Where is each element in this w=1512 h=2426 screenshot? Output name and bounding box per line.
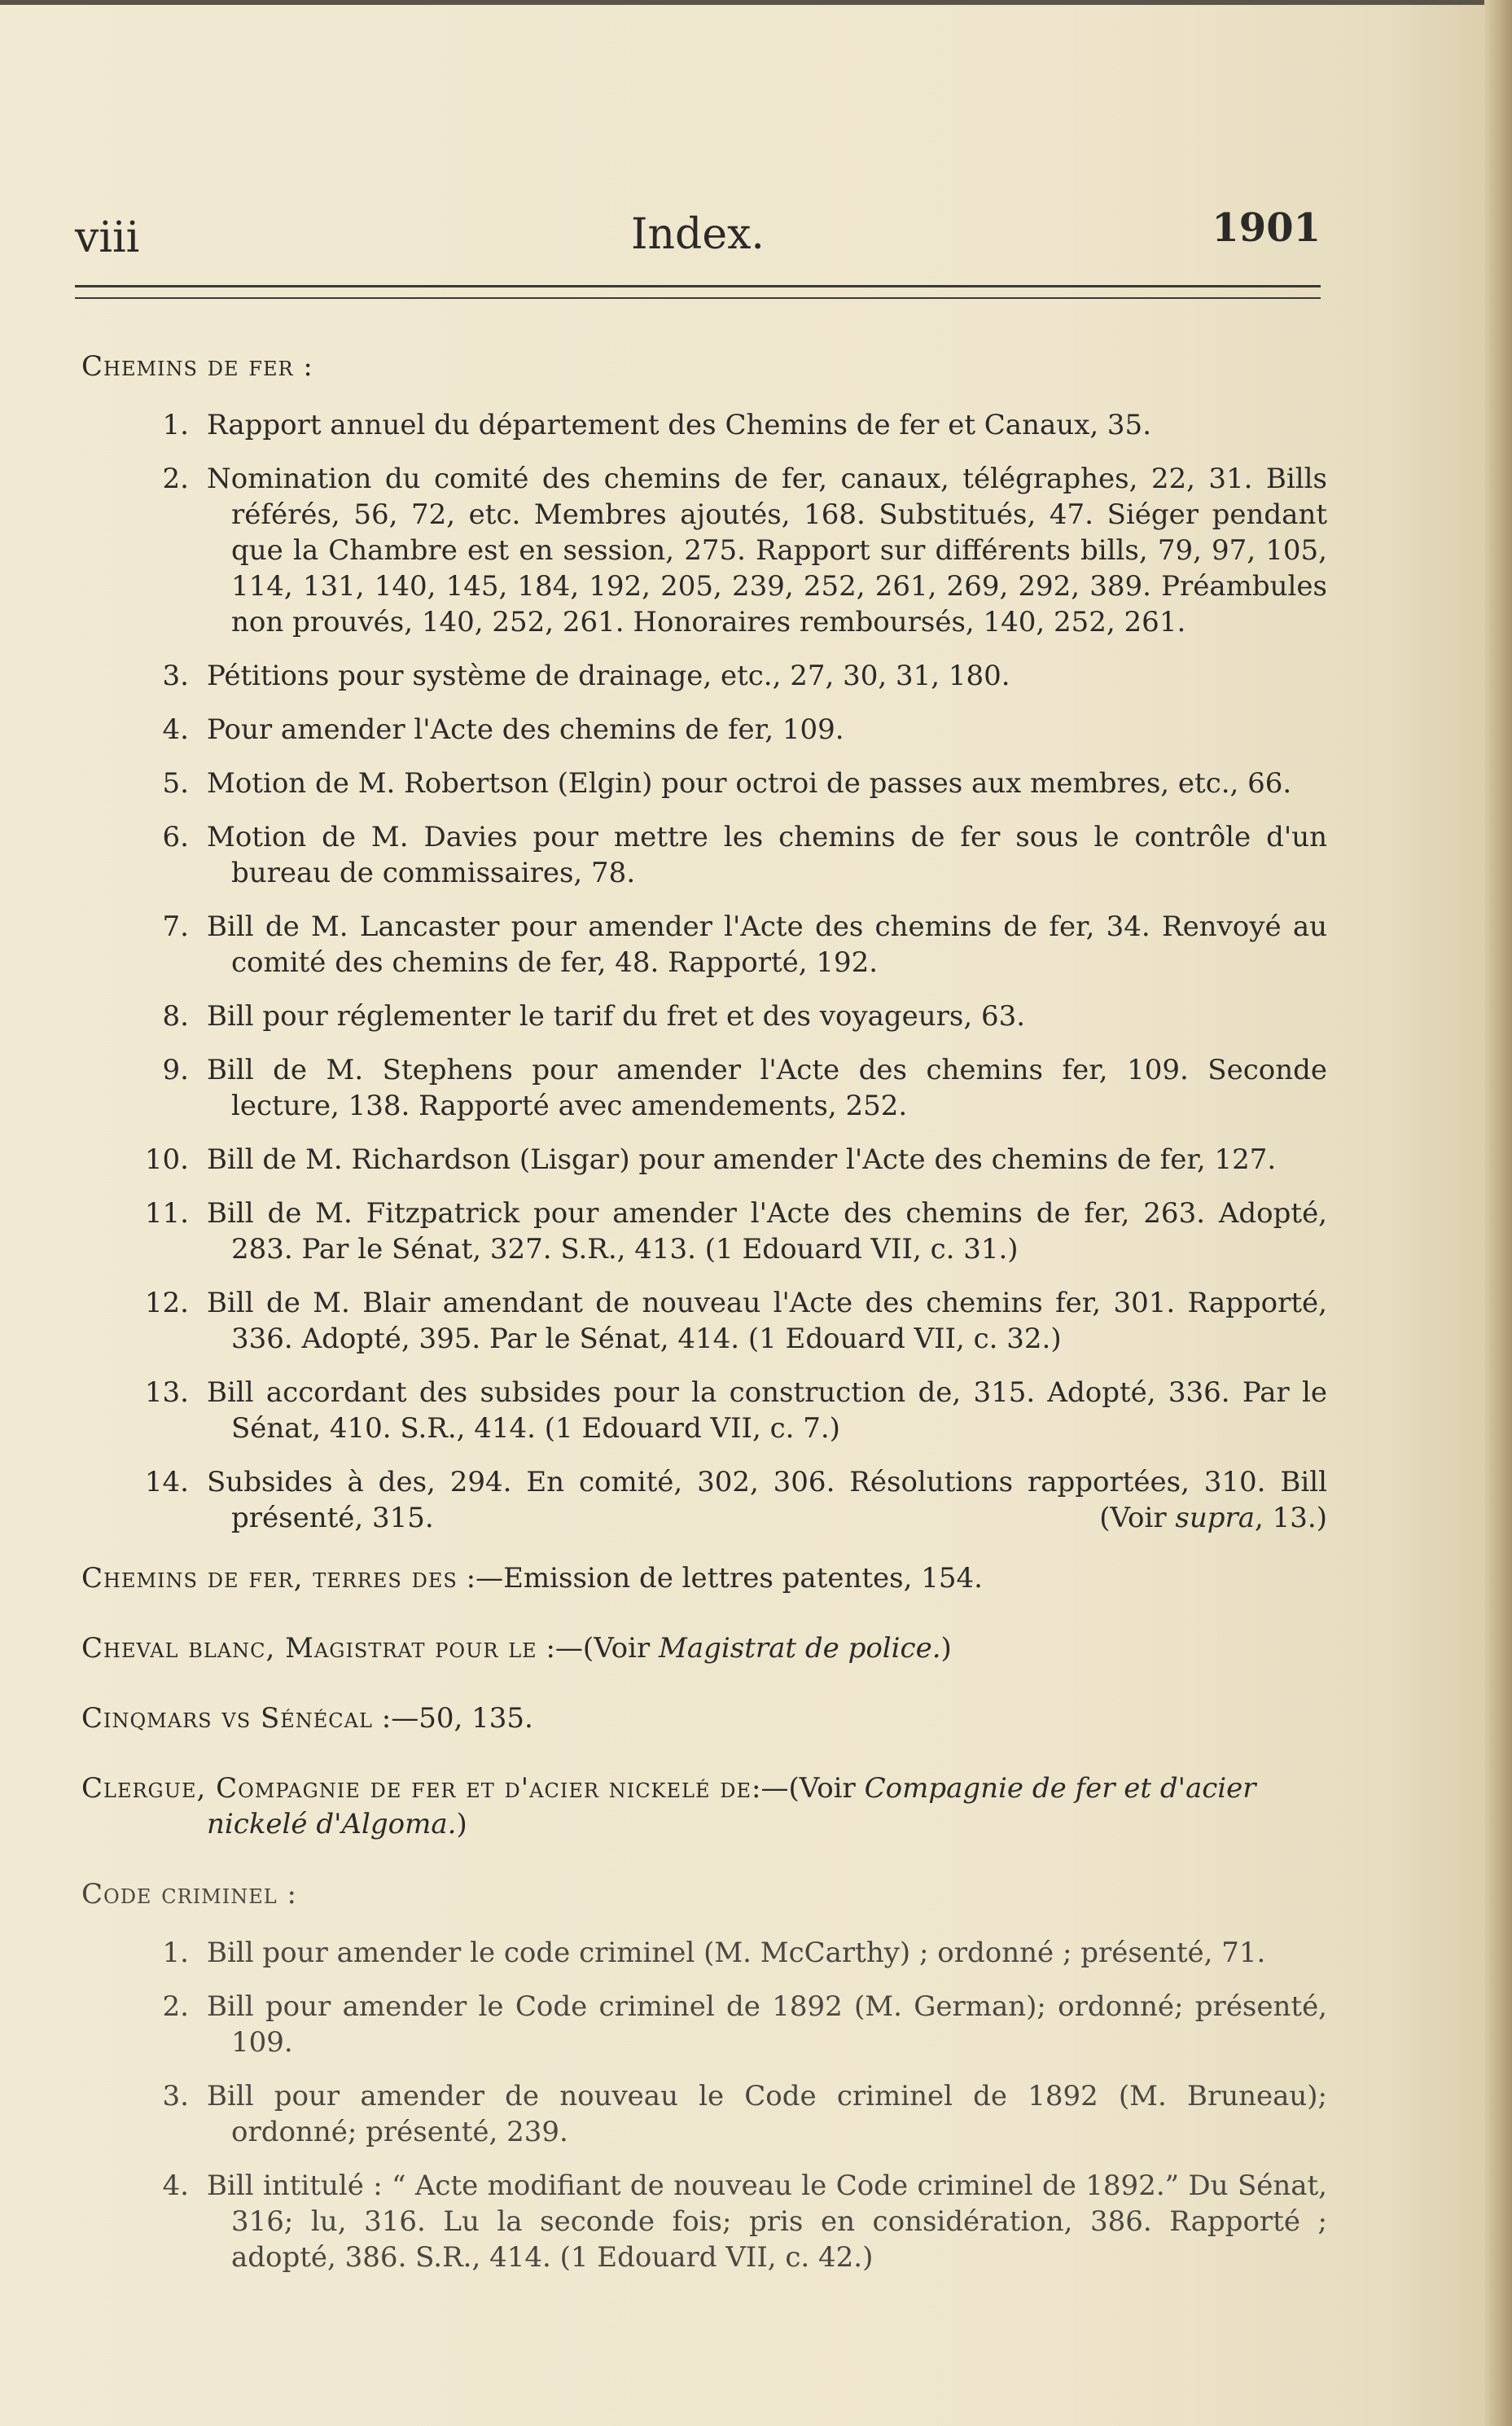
heading-rest: :—Emission de lettres patentes, 154. [457,1562,983,1595]
entry-number: 12. [144,1287,189,1319]
section-code-criminel [81,1876,1327,2275]
list-item [81,1464,1327,1536]
section-clergue [81,1770,1327,1842]
section-cinqmars [81,1700,1327,1736]
entry-text: Bill pour amender le code criminel (M. McCarthy) ; ordonné ; présenté, 71. [207,1937,1266,1969]
entry-text: Pétitions pour système de drainage, etc., 27, 30, 31, 180. [207,660,1010,692]
list-item [81,998,1327,1034]
entry-number: 1. [162,1937,189,1969]
entry-number: 5. [162,767,189,800]
section-chemins-de-fer [81,349,1327,1536]
entry-number: 3. [162,660,189,692]
heading-italic: Compagnie de fer et d'acier nickelé d'Algoma. [207,1772,1256,1840]
entry-text: Motion de M. Davies pour mettre les chemins de fer sous le contrôle d'un bureau de commissaires, 78. [207,821,1327,889]
entry-number: 4. [162,2169,189,2202]
entry-text: Motion de M. Robertson (Elgin) pour octroi de passes aux membres, etc., 66. [207,767,1292,800]
entry-text: Nomination du comité des chemins de fer, canaux, télégraphes, 22, 31. Bills référés, 56, 72, etc. Membres ajoutés, 168. Substitués, 47. Siéger pendant que la Chambre est en session, 275. Rapport sur différents bills, 79, 97, 105, 114, 131, 140, 145, 184, 192, 205, 239, 252, 261, 269, 292, 389. Préambules non prouvés, 140, 252, 261. Honoraires remboursés, 140, 252, 261. [207,463,1327,638]
top-edge [0,0,1512,5]
heading-rest: :—(Voir [752,1772,865,1805]
heading-italic: Magistrat de police. [659,1632,941,1665]
entry-number: 14. [144,1466,189,1498]
entry-text: Bill de M. Richardson (Lisgar) pour amender l'Acte des chemins de fer, 127. [207,1143,1277,1176]
entry-number: 2. [162,1990,189,2023]
page-header [75,205,1321,270]
entry-number: 7. [162,910,189,943]
ref-italic: supra [1175,1502,1256,1534]
entry-number: 2. [162,463,189,495]
list-item [81,1375,1327,1446]
section-title: Code criminel : [81,1878,297,1911]
list-item [81,766,1327,801]
entry-list [81,407,1327,1536]
entry-text: Bill accordant des subsides pour la construction de, 315. Adopté, 336. Par le Sénat, 410. S.R., 414. (1 Edouard VII, c. 7.) [207,1376,1327,1445]
entry-text: Bill de M. Lancaster pour amender l'Acte des chemins de fer, 34. Renvoyé au comité des chemins de fer, 48. Rapporté, 192. [207,910,1327,979]
list-item [81,2078,1327,2150]
entry-number: 9. [162,1054,189,1086]
heading-small-caps: Clergue, Compagnie de fer et d'acier nickelé de [81,1772,752,1805]
entry-number: 10. [144,1143,189,1176]
header-rule-bottom [75,297,1321,299]
entry-number: 13. [144,1376,189,1409]
entry-text-body: Subsides à des, 294. En comité, 302, 306. Résolutions rapportées, 310. Bill présenté, 315. [207,1466,1327,1534]
list-item [81,1285,1327,1357]
entry-number: 6. [162,821,189,853]
entry-text: Rapport annuel du département des Chemins de fer et Canaux, 35. [207,409,1152,441]
list-item [81,1195,1327,1267]
list-item [81,461,1327,640]
entry-number: 4. [162,713,189,746]
list-item [81,1989,1327,2060]
list-item [81,1935,1327,1971]
heading-rest: :—50, 135. [372,1702,533,1735]
ref-suffix: , 13.) [1255,1502,1327,1534]
index-content [81,349,1327,2300]
entry-number: 8. [162,1000,189,1033]
entry-list [81,1935,1327,2275]
list-item [81,1142,1327,1178]
list-item [81,407,1327,443]
page-year: 1901 [1212,205,1321,251]
section-title: Chemins de fer : [81,350,313,383]
page-binding-edge [1484,0,1512,2426]
ref-prefix: (Voir [1099,1502,1176,1534]
heading-small-caps: Chemins de fer, terres des [81,1562,458,1595]
entry-number: 11. [144,1197,189,1230]
entry-text [207,1464,1327,1536]
entry-text: Bill pour amender de nouveau le Code criminel de 1892 (M. Bruneau); ordonné; présenté, 239. [207,2080,1327,2148]
entry-text: Pour amender l'Acte des chemins de fer, 109. [207,713,844,746]
list-item [81,1052,1327,1124]
heading-post: ) [456,1808,467,1840]
entry-text: Bill intitulé : “ Acte modifiant de nouveau le Code criminel de 1892.” Du Sénat, 316; lu, 316. Lu la seconde fois; pris en considération, 386. Rapporté ; adopté, 386. S.R., 414. (1 Edouard VII, c. 42.) [207,2169,1327,2274]
list-item [81,712,1327,748]
list-item [81,2168,1327,2275]
entry-text: Bill pour réglementer le tarif du fret et des voyageurs, 63. [207,1000,1026,1033]
heading-rest: :—(Voir [537,1632,660,1665]
heading-small-caps: Cheval blanc, Magistrat pour le [81,1632,537,1665]
entry-text: Bill de M. Blair amendant de nouveau l'Acte des chemins fer, 301. Rapporté, 336. Adopté, 395. Par le Sénat, 414. (1 Edouard VII, c. 32.) [207,1287,1327,1355]
entry-text: Bill pour amender le Code criminel de 1892 (M. German); ordonné; présenté, 109. [207,1990,1327,2059]
entry-number: 1. [162,409,189,441]
list-item [81,658,1327,694]
section-cheval-blanc [81,1630,1327,1666]
section-chemins-terres [81,1560,1327,1596]
entry-text: Bill de M. Stephens pour amender l'Acte des chemins fer, 109. Seconde lecture, 138. Rapporté avec amendements, 252. [207,1054,1327,1122]
list-item [81,819,1327,891]
header-rule-top [75,285,1321,287]
entry-number: 3. [162,2080,189,2112]
page-number: viii [75,213,140,262]
heading-post: ) [940,1632,952,1665]
page-title: Index. [631,210,765,259]
heading-small-caps: Cinqmars vs Sénécal [81,1702,373,1735]
entry-text: Bill de M. Fitzpatrick pour amender l'Acte des chemins de fer, 263. Adopté, 283. Par le Sénat, 327. S.R., 413. (1 Edouard VII, c. 31.) [207,1197,1327,1266]
list-item [81,909,1327,980]
cross-reference [1099,1500,1327,1536]
